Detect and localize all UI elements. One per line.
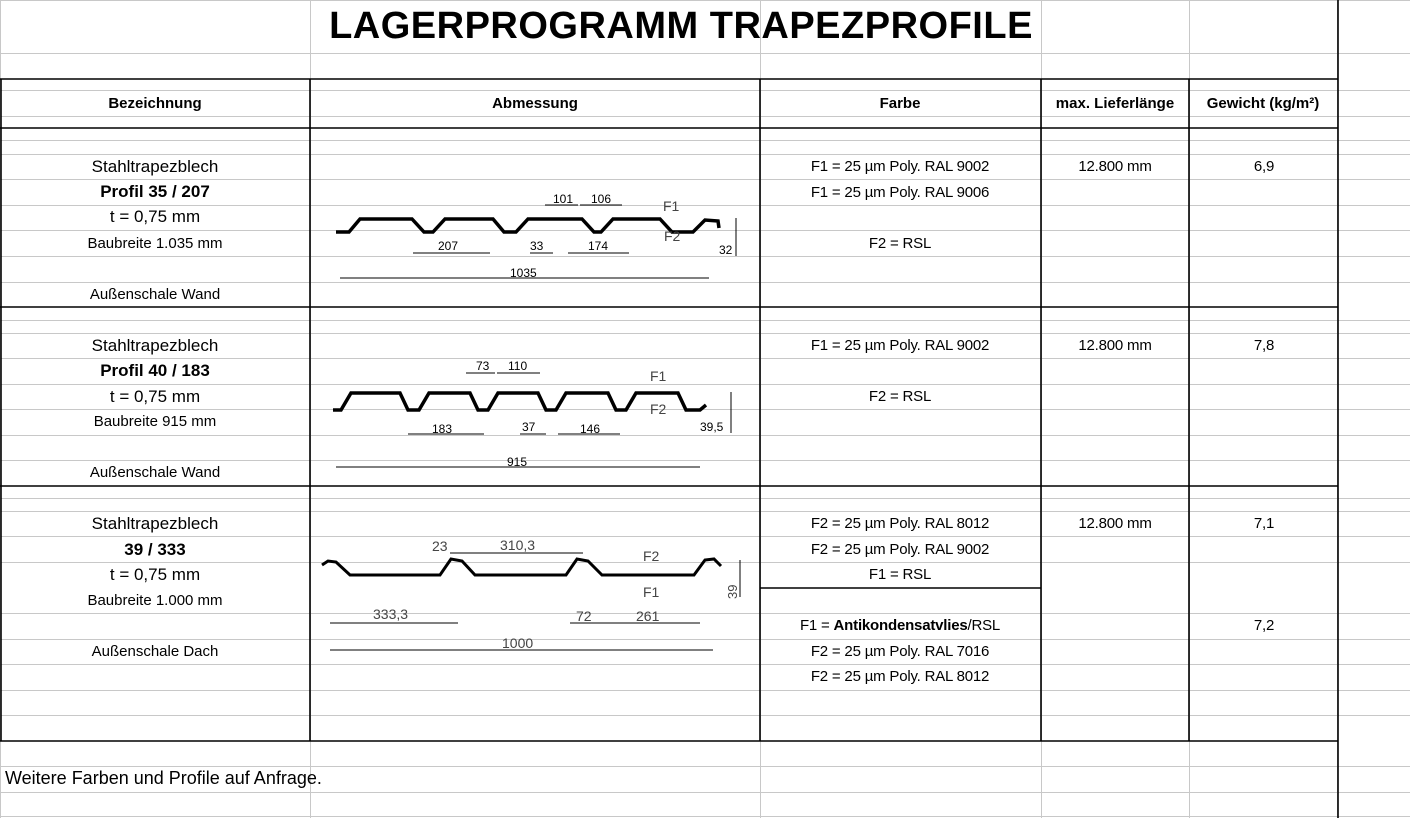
dim-label: 261 [636, 608, 660, 624]
dim-label: 32 [719, 243, 733, 257]
header-farbe: Farbe [879, 95, 921, 112]
dim-label: 207 [438, 239, 459, 253]
product-profile: Profil 40 / 183 [100, 361, 210, 380]
color-line: F1 = RSL [868, 566, 932, 583]
product-thickness: t = 0,75 mm [109, 565, 201, 584]
dim-label: F1 [663, 198, 680, 214]
color-bold: Antikondensatvlies [833, 617, 968, 634]
color-line: F1 = 25 µm Poly. RAL 9002 [810, 337, 990, 354]
dim-label: F1 [650, 368, 667, 384]
dim-label: 915 [507, 455, 528, 469]
dim-label: 37 [522, 420, 536, 434]
weight: 7,1 [1253, 515, 1275, 532]
footer-note: Weitere Farben und Profile auf Anfrage. [5, 768, 322, 788]
product-width: Baubreite 1.000 mm [87, 592, 223, 609]
weight: 7,8 [1253, 337, 1275, 354]
dim-label: 333,3 [373, 606, 409, 622]
dim-label: 310,3 [500, 537, 536, 553]
dim-label: F2 [664, 228, 681, 244]
product-width: Baubreite 1.035 mm [87, 235, 223, 252]
product-type: Stahltrapezblech [91, 336, 219, 355]
product-profile: Profil 35 / 207 [100, 182, 210, 201]
dim-label: 39 [725, 584, 740, 599]
delivery-length: 12.800 mm [1078, 515, 1152, 532]
color-line: F2 = RSL [868, 235, 932, 252]
product-width: Baubreite 915 mm [93, 413, 217, 430]
product-thickness: t = 0,75 mm [109, 387, 201, 406]
dim-label: 73 [476, 359, 490, 373]
product-usage: Außenschale Wand [89, 464, 221, 481]
dim-label: 106 [591, 192, 612, 206]
product-thickness: t = 0,75 mm [109, 207, 201, 226]
dim-label: 110 [508, 359, 528, 373]
dim-label: 72 [576, 608, 592, 624]
product-usage: Außenschale Wand [89, 286, 221, 303]
dim-label: 33 [530, 239, 544, 253]
color-line-antikondensat [800, 618, 1000, 633]
header-gewicht: Gewicht (kg/m²) [1206, 95, 1320, 112]
color-line: F2 = 25 µm Poly. RAL 7016 [810, 643, 990, 660]
color-line: F2 = 25 µm Poly. RAL 9002 [810, 541, 990, 558]
color-line: F1 = 25 µm Poly. RAL 9002 [810, 158, 990, 175]
dim-label: F2 [650, 401, 667, 417]
product-profile: 39 / 333 [124, 540, 186, 559]
dim-label: 183 [432, 422, 453, 436]
color-prefix: F1 = [799, 617, 834, 634]
dim-label: 1000 [502, 635, 534, 651]
dim-label: 23 [432, 538, 448, 554]
dim-label: 101 [553, 192, 574, 206]
dim-label: 146 [580, 422, 601, 436]
header-bezeichnung: Bezeichnung [108, 95, 202, 112]
delivery-length: 12.800 mm [1078, 337, 1152, 354]
color-line: F1 = 25 µm Poly. RAL 9006 [810, 184, 990, 201]
weight: 6,9 [1253, 158, 1275, 175]
dim-label: 1035 [510, 266, 537, 280]
weight-2: 7,2 [1253, 617, 1275, 634]
delivery-length: 12.800 mm [1078, 158, 1152, 175]
color-line: F2 = RSL [868, 388, 932, 405]
color-suffix: /RSL [967, 617, 1001, 634]
dim-label: 39,5 [700, 420, 724, 434]
page-title: LAGERPROGRAMM TRAPEZPROFILE [329, 5, 1033, 47]
dim-label: F1 [643, 584, 660, 600]
dim-label: 174 [588, 239, 609, 253]
product-type: Stahltrapezblech [91, 514, 219, 533]
product-usage: Außenschale Dach [91, 643, 219, 660]
header-abmessung: Abmessung [492, 95, 578, 112]
color-line: F2 = 25 µm Poly. RAL 8012 [810, 668, 990, 685]
product-type: Stahltrapezblech [91, 157, 219, 176]
dim-label: F2 [643, 548, 660, 564]
color-line: F2 = 25 µm Poly. RAL 8012 [810, 515, 990, 532]
header-lieferlaenge: max. Lieferlänge [1055, 95, 1175, 112]
